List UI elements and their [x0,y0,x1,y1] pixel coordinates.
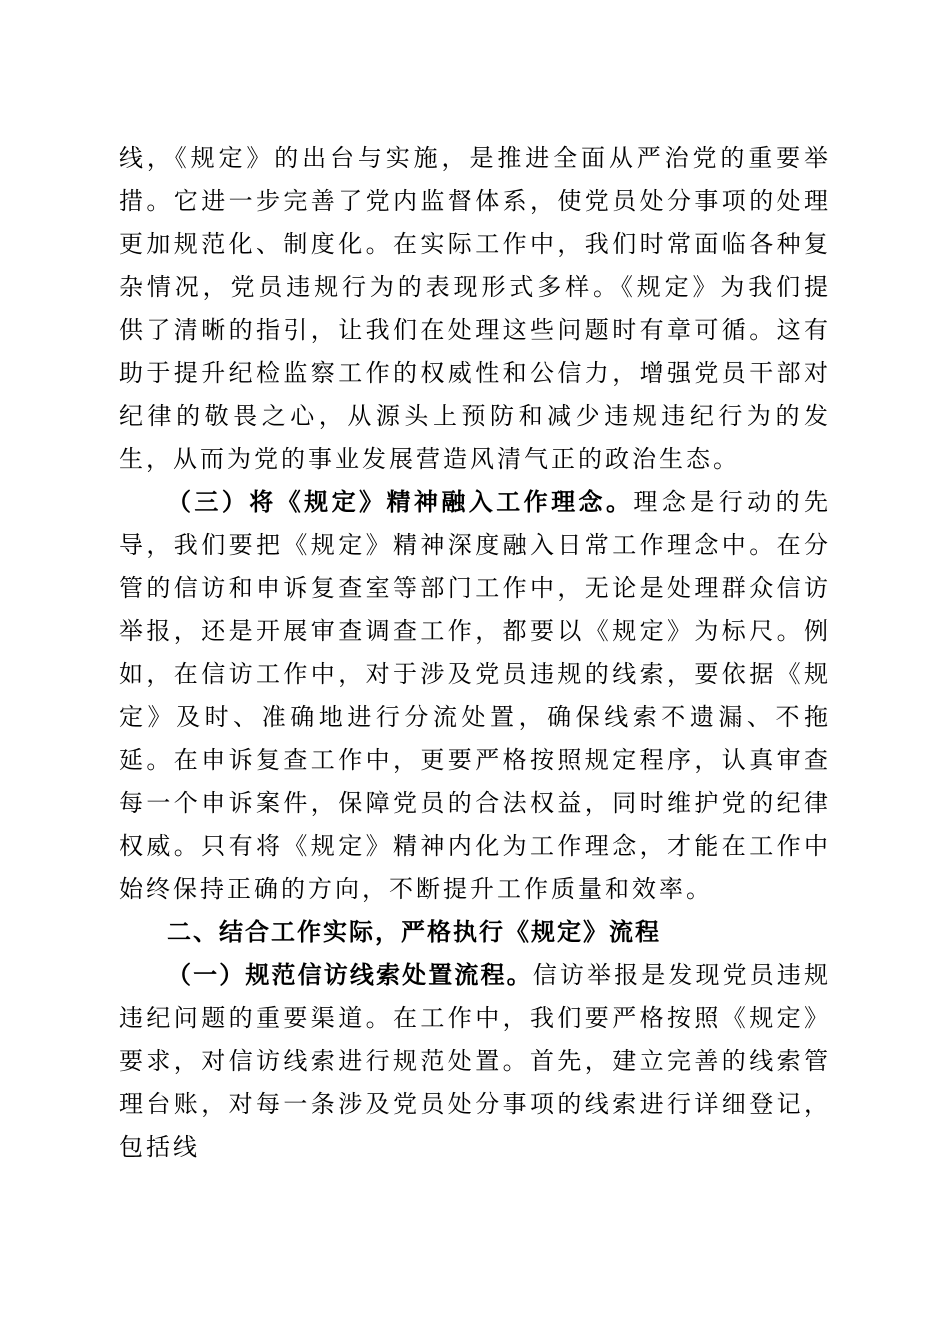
paragraph-text: 信访举报是发现党员违规违纪问题的重要渠道。在工作中，我们要严格按照《规定》要求，对信访线索进行规范处置。首先，建立完善的线索管理台账，对每一条涉及党员处分事项的线索进行详细登记，包括线 [119,961,831,1161]
paragraph-section-three [119,481,831,911]
paragraph-continuation [119,137,831,481]
paragraph-text: 理念是行动的先导，我们要把《规定》精神深度融入日常工作理念中。在分管的信访和申诉复查室等部门工作中，无论是处理群众信访举报，还是开展审查调查工作，都要以《规定》为标尺。例如，在信访工作中，对于涉及党员违规的线索，要依据《规定》及时、准确地进行分流处置，确保线索不遗漏、不拖延。在申诉复查工作中，更要严格按照规定程序，认真审查每一个申诉案件，保障党员的合法权益，同时维护党的纪律权威。只有将《规定》精神内化为工作理念，才能在工作中始终保持正确的方向，不断提升工作质量和效率。 [119,488,831,903]
document-body [119,137,831,1169]
paragraph-text: 线，《规定》的出台与实施，是推进全面从严治党的重要举措。它进一步完善了党内监督体系，使党员处分事项的处理更加规范化、制度化。在实际工作中，我们时常面临各种复杂情况，党员违规行为的表现形式多样。《规定》为我们提供了清晰的指引，让我们在处理这些问题时有章可循。这有助于提升纪检监察工作的权威性和公信力，增强党员干部对纪律的敬畏之心，从源头上预防和减少违规违纪行为的发生，从而为党的事业发展营造风清气正的政治生态。 [119,144,831,473]
paragraph-lead-heading: （三）将《规定》精神融入工作理念。 [167,488,634,516]
paragraph-lead-heading: （一）规范信访线索处置流程。 [167,961,533,989]
section-heading: 二、结合工作实际，严格执行《规定》流程 [167,918,661,946]
paragraph-section-one [119,954,831,1169]
